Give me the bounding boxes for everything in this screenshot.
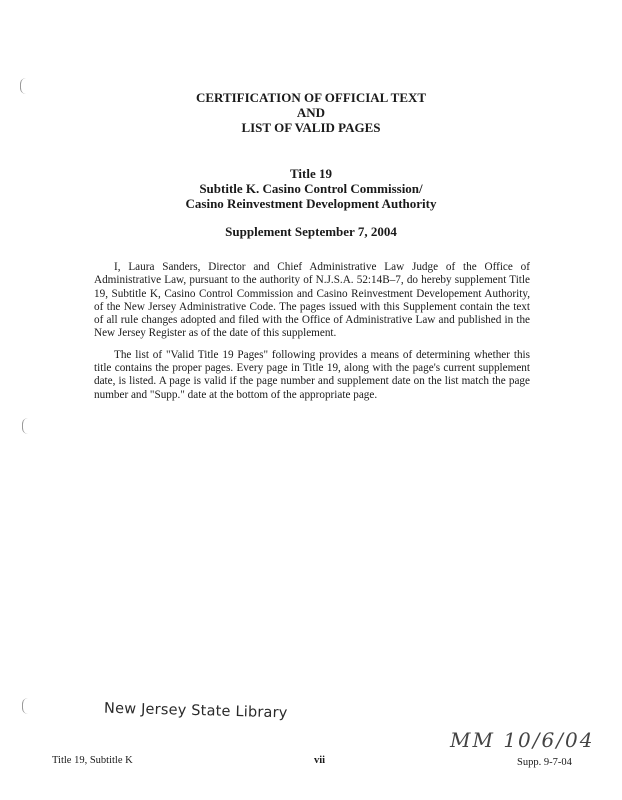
footer-supplement: Supp. 9-7-04 (517, 757, 572, 768)
scan-margin-mark (22, 418, 29, 434)
certification-heading (0, 90, 622, 135)
title-line-2: Subtitle K. Casino Control Commission/ (199, 181, 423, 196)
scan-margin-mark (22, 698, 29, 714)
supplement-date-heading: Supplement September 7, 2004 (225, 224, 397, 239)
footer-page-number: vii (314, 755, 326, 766)
footer-title: Title 19, Subtitle K (52, 755, 133, 766)
heading-line-1: CERTIFICATION OF OFFICIAL TEXT (195, 90, 427, 105)
body-paragraph: The list of "Valid Title 19 Pages" following provides a means of determining whether this title contains the proper pages. Every page in Title 19, along with the page's current supplement date, is listed. A page is valid if the page number and supplement date on the list match the page number and "Supp." date at the bottom of the appropriate page. (94, 348, 530, 401)
title-line-3: Casino Reinvestment Development Authority (185, 196, 437, 211)
heading-line-3: LIST OF VALID PAGES (241, 120, 381, 135)
title-heading (0, 166, 622, 211)
body-paragraph: I, Laura Sanders, Director and Chief Administrative Law Judge of the Office of Administrative Law, pursuant to the authority of N.J.S.A. 52:14B–7, do hereby supplement Title 19, Subtitle K, Casino Control Commission and Casino Reinvestment Developement Authority, of the New Jersey Administrative Code. The pages issued with this Supplement contain the text of all rule changes adopted and filed with the Office of Administrative Law and published in the New Jersey Register as of the date of this supplement. (94, 261, 530, 340)
heading-line-2: AND (296, 105, 326, 120)
library-stamp: New Jersey State Library (103, 700, 288, 722)
certification-body (94, 261, 530, 410)
title-line-1: Title 19 (289, 166, 332, 181)
handwritten-initials-date: MM 10/6/04 (450, 728, 595, 752)
